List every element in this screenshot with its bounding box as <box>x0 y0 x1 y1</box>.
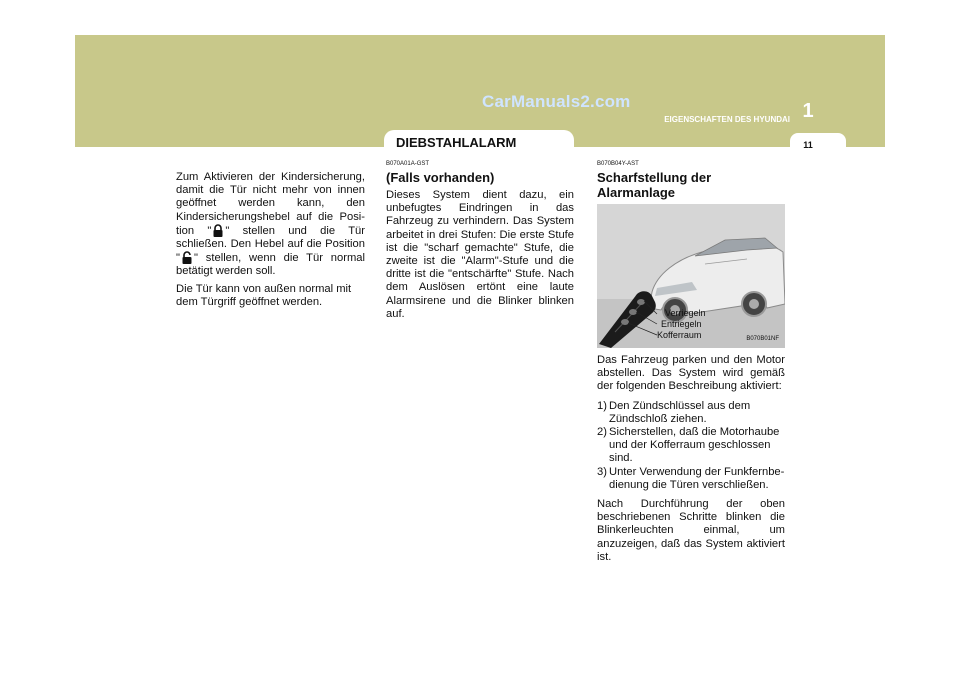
page-number: 11 <box>803 140 813 150</box>
child-lock-paragraph <box>176 171 365 279</box>
arming-outro: Nach Durchführung der oben beschriebenen Schritte blinken die Blinkerleuchten einmal, um anzuzeigen, daß das System aktiviert ist. <box>597 498 785 563</box>
child-lock-text-2: " stellen und die Tür schließen. Den Hebel auf die Position " <box>176 224 365 265</box>
car-remote-illustration <box>597 204 785 348</box>
chapter-number: 1 <box>802 100 814 122</box>
chapter-title: EIGENSCHAFTEN DES HYUNDAI <box>664 115 790 124</box>
figure-code: B070B01NF <box>746 336 779 342</box>
callout-trunk: Kofferraum <box>657 330 702 340</box>
callout-unlock: Entriegeln <box>661 319 702 329</box>
step-number: 1) <box>597 399 607 412</box>
step-number: 3) <box>597 465 607 478</box>
column-arming <box>597 160 785 564</box>
child-lock-outside-note: Die Tür kann von außen normal mit dem Türgriff geöffnet werden. <box>176 282 352 308</box>
step-text: Den Zündschlüssel aus dem Zündschloß ziehen. <box>609 399 751 425</box>
alarm-description: Dieses System dient dazu, ein unbefugtes Eindringen in das Fahrzeug zu verhindern. Das System arbeitet in drei Stufen: Die erste Stufe ist die "scharf gemachte" Stufe, die zweite ist die "Alarm"-Stufe und die dritte ist die "entschärfte" Stufe. Nach dem Auslösen ertönt eine laute Alarmsirene und die Blinker blinken auf. <box>386 189 574 320</box>
arming-intro: Das Fahrzeug parken und den Motor abstellen. Das System wird gemäß der folgenden Beschreibung aktiviert: <box>597 354 785 393</box>
list-item <box>597 426 785 466</box>
step-text: Sicherstellen, daß die Motorhaube und der Kofferraum geschlossen sind. <box>609 426 780 465</box>
step-number: 2) <box>597 426 607 439</box>
column-child-lock <box>176 171 365 309</box>
section-code: B070A01A-GST <box>386 161 430 167</box>
callout-lock: Verriegeln <box>665 308 706 318</box>
lock-closed-icon <box>211 224 225 238</box>
list-item <box>597 400 785 426</box>
section-title: DIEBSTAHLALARM <box>396 135 517 150</box>
arming-heading: Scharfstellung der Alarmanlage <box>597 170 712 200</box>
child-lock-text-1: Zum Aktivieren der Kindersicherung, damit die Tür nicht mehr von innen geöffnet werden kann, den Kindersicherungshebel auf die Posi-tion " <box>176 171 365 237</box>
section-code: B070B04Y-AST <box>597 161 639 167</box>
list-item <box>597 466 785 492</box>
column-alarm-intro <box>386 160 574 321</box>
lock-open-icon <box>180 251 194 265</box>
watermark: CarManuals2.com <box>482 92 631 111</box>
step-text: Unter Verwendung der Funkfernbe-dienung die Türen verschließen. <box>609 465 785 491</box>
arming-steps <box>597 400 785 492</box>
alarm-heading: (Falls vorhanden) <box>386 170 495 185</box>
child-lock-text-3: " stellen, wenn die Tür normal betätigt werden soll. <box>176 252 365 278</box>
